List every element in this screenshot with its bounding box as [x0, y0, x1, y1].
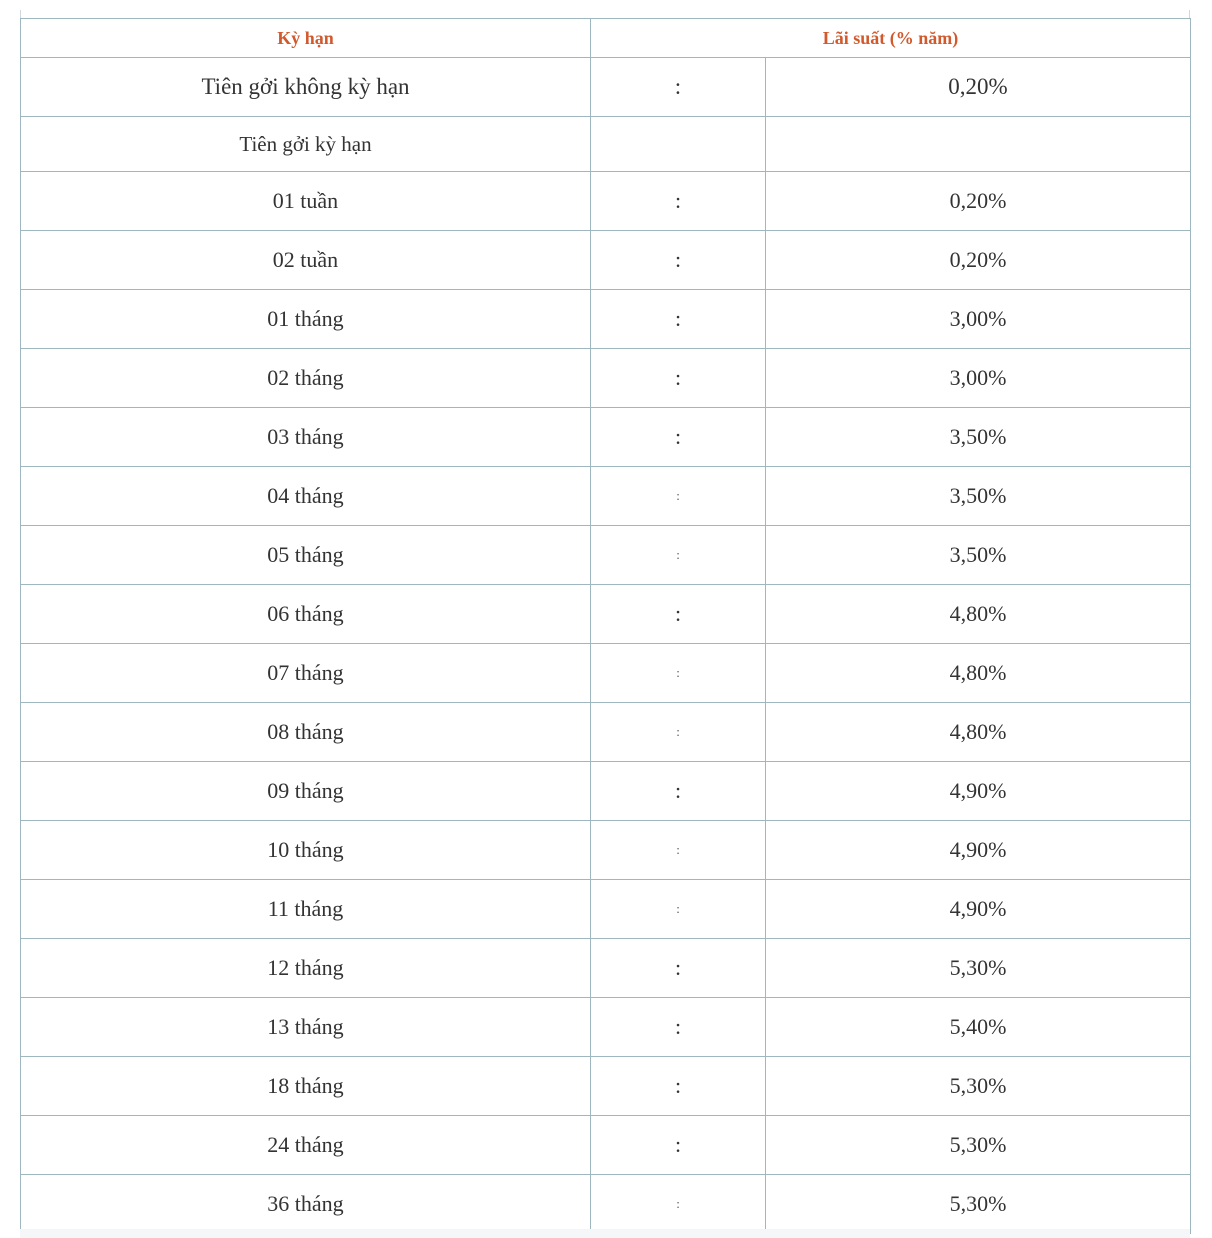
separator-cell: : [591, 1116, 766, 1175]
rate-cell: 5,30% [766, 939, 1191, 998]
table-row [21, 231, 1191, 290]
rate-cell: 3,00% [766, 349, 1191, 408]
table-row [21, 939, 1191, 998]
table-row [21, 1116, 1191, 1175]
separator-cell: : [591, 408, 766, 467]
rate-cell: 4,90% [766, 880, 1191, 939]
term-cell: 02 tháng [21, 349, 591, 408]
term-cell: 11 tháng [21, 880, 591, 939]
page-top-edge [20, 10, 1190, 18]
rate-cell: 0,20% [766, 58, 1191, 117]
rate-cell: 4,90% [766, 821, 1191, 880]
interest-rate-table [20, 18, 1191, 1234]
table-row [21, 172, 1191, 231]
rate-cell: 0,20% [766, 231, 1191, 290]
separator-cell: : [591, 585, 766, 644]
table-row [21, 1175, 1191, 1234]
table-row-demand-deposit [21, 58, 1191, 117]
rate-cell: 4,80% [766, 644, 1191, 703]
term-cell: 04 tháng [21, 467, 591, 526]
rate-cell: 5,30% [766, 1175, 1191, 1234]
separator-cell: : [591, 349, 766, 408]
page-bottom-edge [20, 1229, 1190, 1238]
term-cell: 18 tháng [21, 1057, 591, 1116]
term-cell: 05 tháng [21, 526, 591, 585]
rate-cell: 5,30% [766, 1057, 1191, 1116]
separator-cell: : [591, 998, 766, 1057]
separator-cell: : [591, 467, 766, 526]
separator-cell: : [591, 1175, 766, 1234]
separator-cell: : [591, 526, 766, 585]
separator-cell: : [591, 231, 766, 290]
table-row [21, 821, 1191, 880]
table-row [21, 526, 1191, 585]
table-row [21, 585, 1191, 644]
rate-cell [766, 117, 1191, 172]
section-label-cell: Tiên gởi kỳ hạn [21, 117, 591, 172]
separator-cell: : [591, 58, 766, 117]
table-row [21, 467, 1191, 526]
rate-cell: 4,90% [766, 762, 1191, 821]
term-cell: 01 tuần [21, 172, 591, 231]
separator-cell: : [591, 821, 766, 880]
rate-cell: 3,50% [766, 467, 1191, 526]
term-cell: 03 tháng [21, 408, 591, 467]
header-term: Kỳ hạn [21, 19, 591, 58]
header-rate: Lãi suất (% năm) [591, 19, 1191, 58]
term-cell: 09 tháng [21, 762, 591, 821]
rate-cell: 4,80% [766, 703, 1191, 762]
term-cell: 02 tuần [21, 231, 591, 290]
rate-cell: 5,40% [766, 998, 1191, 1057]
rate-cell: 3,00% [766, 290, 1191, 349]
rate-cell: 3,50% [766, 526, 1191, 585]
table-row [21, 644, 1191, 703]
term-cell: 36 tháng [21, 1175, 591, 1234]
separator-cell: : [591, 880, 766, 939]
separator-cell: : [591, 939, 766, 998]
separator-cell: : [591, 703, 766, 762]
term-cell: 06 tháng [21, 585, 591, 644]
table-row [21, 408, 1191, 467]
term-cell: 13 tháng [21, 998, 591, 1057]
table-row [21, 1057, 1191, 1116]
table-row [21, 703, 1191, 762]
table-row [21, 880, 1191, 939]
table-row [21, 290, 1191, 349]
rate-cell: 0,20% [766, 172, 1191, 231]
term-cell: Tiên gởi không kỳ hạn [21, 58, 591, 117]
separator-cell [591, 117, 766, 172]
rate-cell: 5,30% [766, 1116, 1191, 1175]
term-cell: 24 tháng [21, 1116, 591, 1175]
table-row [21, 349, 1191, 408]
term-cell: 10 tháng [21, 821, 591, 880]
table-row [21, 762, 1191, 821]
separator-cell: : [591, 172, 766, 231]
term-cell: 08 tháng [21, 703, 591, 762]
rate-cell: 4,80% [766, 585, 1191, 644]
separator-cell: : [591, 1057, 766, 1116]
term-cell: 12 tháng [21, 939, 591, 998]
term-cell: 07 tháng [21, 644, 591, 703]
separator-cell: : [591, 762, 766, 821]
table-header-row [21, 19, 1191, 58]
table-row-term-deposit-section [21, 117, 1191, 172]
separator-cell: : [591, 644, 766, 703]
table-row [21, 998, 1191, 1057]
rate-cell: 3,50% [766, 408, 1191, 467]
separator-cell: : [591, 290, 766, 349]
term-cell: 01 tháng [21, 290, 591, 349]
